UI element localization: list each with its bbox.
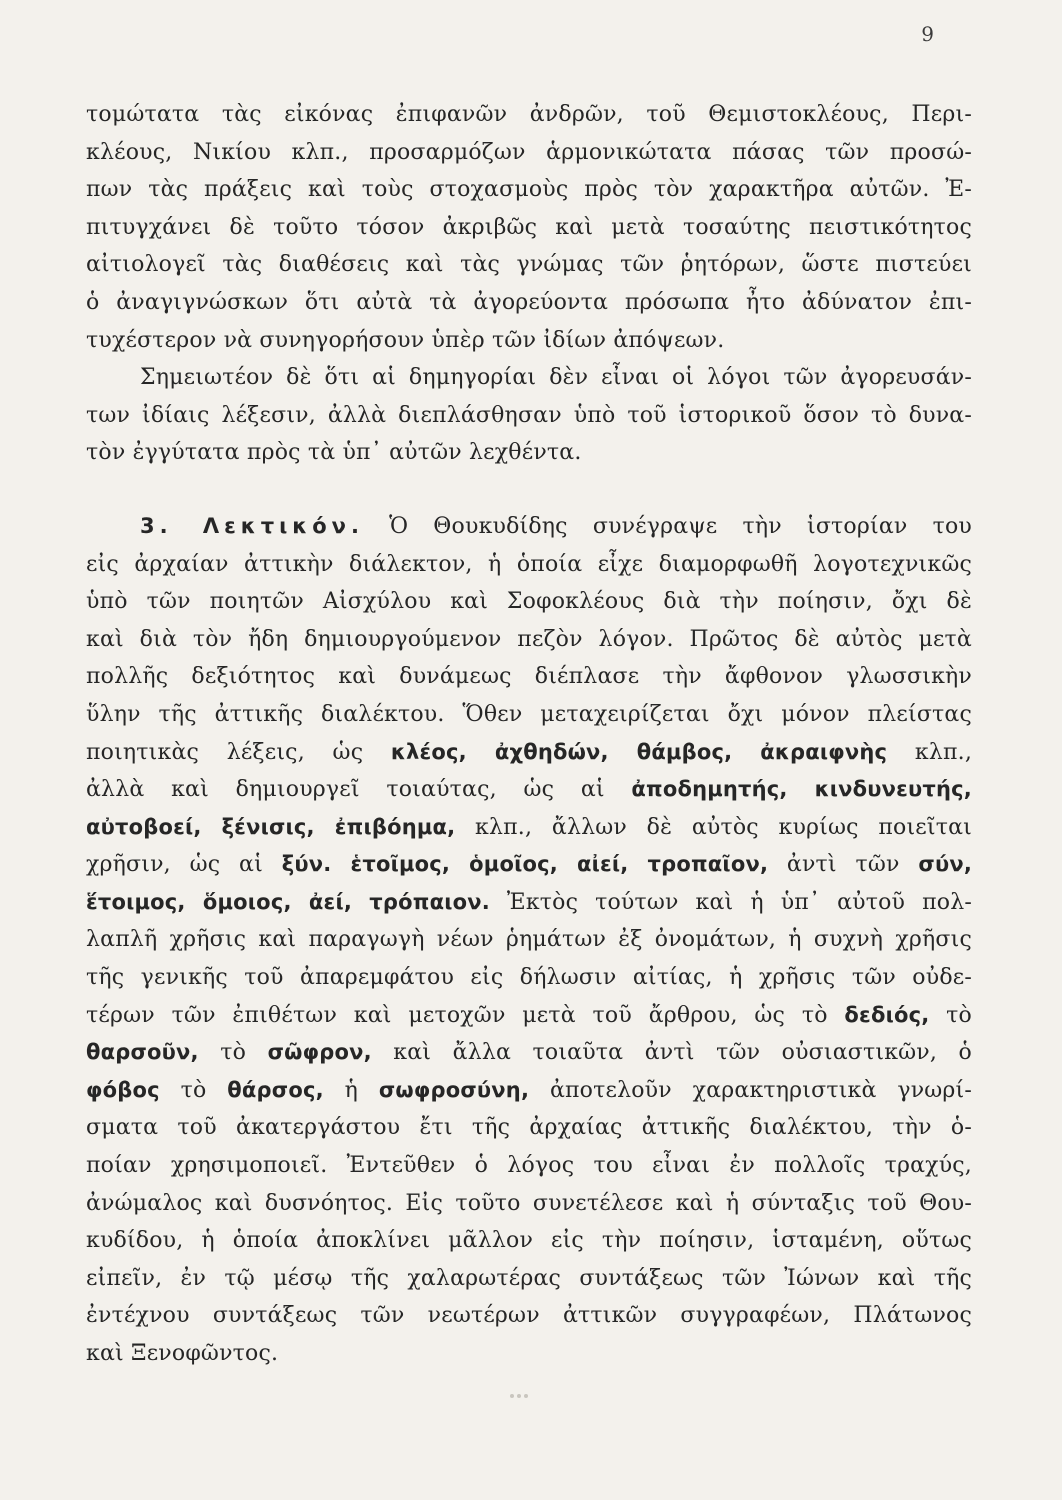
bold-term: κλέος, ἀχθηδών, θάμβος, ἀκραιφνὴς — [390, 739, 888, 764]
bold-term: δεδιός, — [844, 1002, 930, 1027]
text-span: τὸ — [180, 1077, 207, 1103]
text-span: τὸ — [946, 1002, 972, 1028]
bold-term: αὐτοβοεί, ξένισις, ἐπιβόημα, — [86, 814, 456, 839]
section-heading-line — [86, 508, 972, 546]
text-line: αἰτιολογεῖ τὰς διαθέσεις καὶ τὰς γνώμας τῶν ῥητόρων, ὥστε πιστεύει — [86, 252, 972, 278]
text-line: ὁ ἀναγιγνώσκων ὅτι αὐτὰ τὰ ἀγορεύοντα πρόσωπα ἦτο ἀδύνατον ἐπι- — [86, 289, 972, 315]
text-line — [86, 997, 972, 1035]
text-span: ποιητικὰς λέξεις, ὡς — [86, 739, 364, 765]
text-span: ἀλλὰ καὶ δημιουργεῖ τοιαύτας, ὡς αἱ — [86, 777, 605, 803]
text-line: κυδίδου, ἡ ὁποία ἀποκλίνει μᾶλλον εἰς τὴν ποίησιν, ἱσταμένη, οὕτως — [86, 1228, 972, 1254]
section-heading: 3. Λεκτικόν. — [140, 513, 364, 538]
text-line: ὕλην τῆς ἀττικῆς διαλέκτου. Ὅθεν μεταχειρίζεται ὄχι μόνον πλείστας — [86, 701, 972, 727]
text-line — [86, 1072, 972, 1110]
text-line — [86, 809, 972, 847]
text-line: πων τὰς πράξεις καὶ τοὺς στοχασμοὺς πρὸς τὸν χαρακτῆρα αὐτῶν. Ἐ- — [86, 177, 972, 203]
text-line: τὸν ἐγγύτατα πρὸς τὰ ὑπ᾽ αὐτῶν λεχθέντα. — [86, 440, 582, 466]
text-line: των ἰδίαις λέξεσιν, ἀλλὰ διεπλάσθησαν ὑπὸ τοῦ ἱστορικοῦ ὅσον τὸ δυνα- — [86, 402, 972, 428]
faint-ink-mark — [508, 1392, 530, 1400]
text-line: σματα τοῦ ἀκατεργάστου ἔτι τῆς ἀρχαίας ἀττικῆς διαλέκτου, τὴν ὁ- — [86, 1115, 972, 1141]
text-line: κλέους, Νικίου κλπ., προσαρμόζων ἁρμονικώτατα πάσας τῶν προσώ- — [86, 139, 972, 165]
text-line: καὶ Ξενοφῶντος. — [86, 1341, 279, 1366]
ink-smudge-icon — [508, 1392, 530, 1400]
bold-term: σωφροσύνη, — [378, 1077, 530, 1102]
text-span: χρῆσιν, ὡς αἱ — [86, 852, 263, 878]
text-span: ἀντὶ τῶν — [786, 852, 900, 878]
bold-term: θαρσοῦν, — [86, 1040, 199, 1065]
bold-term: θάρσος, — [227, 1077, 324, 1102]
text-line — [86, 771, 972, 809]
text-line: πολλῆς δεξιότητος καὶ δυνάμεως διέπλασε τὴν ἄφθονον γλωσσικὴν — [86, 664, 972, 690]
bold-term: φόβος — [86, 1077, 160, 1102]
text-line: εἰς ἀρχαίαν ἀττικὴν διάλεκτον, ἡ ὁποία εἶχε διαμορφωθῆ λογοτεχνικῶς — [86, 551, 972, 577]
text-span: ἡ — [344, 1077, 359, 1103]
text-line: ἀνώμαλος καὶ δυσνόητος. Εἰς τοῦτο συνετέλεσε καὶ ἡ σύνταξις τοῦ Θου- — [86, 1190, 972, 1216]
text-line: πιτυγχάνει δὲ τοῦτο τόσον ἀκριβῶς καὶ μετὰ τοσαύτης πειστικότητος — [86, 214, 972, 240]
text-span: Ὁ Θουκυδίδης συνέγραψε τὴν ἱστορίαν του — [389, 513, 972, 539]
text-line — [86, 846, 972, 884]
text-line — [86, 734, 972, 772]
bold-term: ἕτοιμος, ὅμοιος, ἀεί, τρόπαιον. — [86, 889, 490, 914]
text-span: τέρων τῶν ἐπιθέτων καὶ μετοχῶν μετὰ τοῦ ἄρθρου, ὡς τὸ — [86, 1002, 828, 1028]
text-line: ὑπὸ τῶν ποιητῶν Αἰσχύλου καὶ Σοφοκλέους διὰ τὴν ποίησιν, ὄχι δὲ — [86, 589, 972, 615]
text-line: τομώτατα τὰς εἰκόνας ἐπιφανῶν ἀνδρῶν, τοῦ Θεμιστοκλέους, Περι- — [86, 102, 972, 127]
text-span: τὸ — [220, 1040, 247, 1066]
text-span: κλπ., — [914, 739, 973, 765]
text-line: καὶ διὰ τὸν ἤδη δημιουργούμενον πεζὸν λόγον. Πρῶτος δὲ αὐτὸς μετὰ — [86, 626, 972, 652]
text-line: τυχέστερον νὰ συνηγορήσουν ὑπὲρ τῶν ἰδίων ἀπόψεων. — [86, 327, 725, 353]
text-line: ἐντέχνου συντάξεως τῶν νεωτέρων ἀττικῶν συγγραφέων, Πλάτωνος — [86, 1303, 972, 1329]
bold-term: ἀποδημητής, κινδυνευτής, — [631, 777, 972, 802]
body-text — [86, 96, 972, 1373]
text-span: καὶ ἄλλα τοιαῦτα ἀντὶ τῶν οὐσιαστικῶν, ὁ — [393, 1040, 972, 1066]
text-line — [86, 1034, 972, 1072]
bold-term: σῶφρον, — [267, 1040, 372, 1065]
text-line: ποίαν χρησιμοποιεῖ. Ἐντεῦθεν ὁ λόγος του εἶναι ἐν πολλοῖς τραχύς, — [86, 1153, 972, 1179]
text-line — [86, 884, 972, 922]
text-line: τῆς γενικῆς τοῦ ἀπαρεμφάτου εἰς δήλωσιν αἰτίας, ἡ χρῆσις τῶν οὐδε- — [86, 965, 972, 991]
text-line: Σημειωτέον δὲ ὅτι αἱ δημηγορίαι δὲν εἶναι οἱ λόγοι τῶν ἀγορευσάν- — [140, 365, 972, 391]
text-line: λαπλῆ χρῆσις καὶ παραγωγὴ νέων ῥημάτων ἐξ ὀνομάτων, ἡ συχνὴ χρῆσις — [86, 927, 972, 953]
text-span: κλπ., ἄλλων δὲ αὐτὸς κυρίως ποιεῖται — [475, 814, 972, 840]
text-span: Ἐκτὸς τούτων καὶ ἡ ὑπ᾽ αὐτοῦ πολ- — [506, 889, 972, 915]
bold-term: ξύν. ἑτοῖμος, ὁμοῖος, αἰεί, τροπαῖον, — [281, 852, 769, 877]
page-number: 9 — [921, 22, 934, 46]
text-span: ἀποτελοῦν χαρακτηριστικὰ γνωρί- — [549, 1077, 973, 1103]
text-line: εἰπεῖν, ἐν τῷ μέσῳ τῆς χαλαρωτέρας συντάξεως τῶν Ἰώνων καὶ τῆς — [86, 1265, 972, 1291]
bold-term: σύν, — [918, 852, 973, 877]
